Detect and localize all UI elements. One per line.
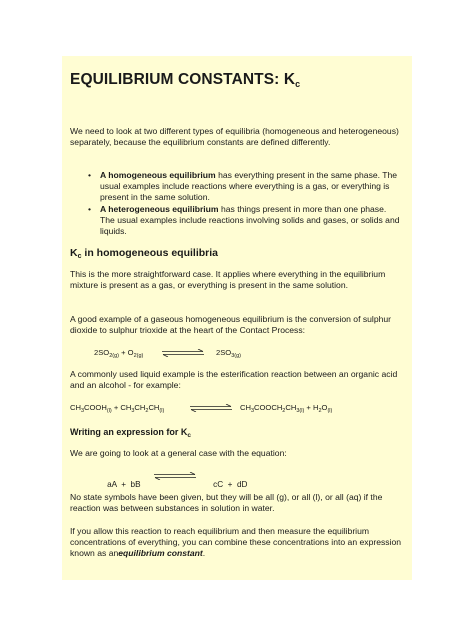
document-page xyxy=(62,56,412,580)
paragraph: This is the more straightforward case. It applies where everything in the equilibrium mixture is present as a gas, or everything is present in the same solution. xyxy=(70,269,386,291)
equation-esterification-right: $CH_3COOCH_2CH_{3(l)} + H_2O_{(l)}$ xyxy=(240,403,333,414)
bullet-list-render xyxy=(88,170,402,237)
paragraph: A good example of a gaseous homogeneous equilibrium is the conversion of sulphur dioxide to sulphur trioxide at the heart of the Contact Process: xyxy=(70,314,392,336)
equation-general-left: aA + bB xyxy=(107,480,141,489)
bullet-icon: • xyxy=(88,170,92,180)
paragraph: A commonly used liquid example is the esterification reaction between an organic acid and an alcohol - for example: xyxy=(70,369,398,391)
equation-esterification-left: $CH_3COOH_{(l)} + CH_3CH_2CH_{(l)}$ xyxy=(70,403,165,414)
page-title: EQUILIBRIUM CONSTANTS: $K_c$ xyxy=(70,71,301,89)
paragraph: No state symbols have been given, but they will be all (g), or all (l), or all (aq) if the reaction was between substances in solution in water. xyxy=(70,492,383,514)
equilibrium-arrows-icon xyxy=(190,404,232,412)
section-heading: Writing an expression for $K_c$ xyxy=(70,427,191,439)
section-heading: $K_c$ in homogeneous equilibria xyxy=(70,247,219,260)
equation-general-right: cC + dD xyxy=(213,480,248,489)
bullet-icon: • xyxy=(88,203,92,214)
list-item: • A homogeneous equilibrium has everything present in the same phase. The usual examples include reactions where everything is a gas, or everything is present in the same solution. xyxy=(88,170,398,203)
paragraph: We are going to look at a general case with the equation: xyxy=(70,448,287,458)
equilibrium-arrows-icon xyxy=(154,472,196,480)
list-item: • A heterogeneous equilibrium has things present in more than one phase. The usual examples include reactions involving solids and gases, or solids and liquids. xyxy=(88,203,400,237)
equation-contact-process-right: $2SO_{3(g)}$ xyxy=(216,348,241,359)
intro-paragraph: We need to look at two different types of equilibria (homogeneous and heterogeneous) separately, because the equilibrium constants are defined differently. xyxy=(70,126,399,148)
equation-contact-process-left: $2SO_{2(g)} + O_{2(g)}$ xyxy=(94,348,144,359)
paragraph: If you allow this reaction to reach equilibrium and then measure the equilibrium concentrations of everything, you can combine these concentrations into an expression known as anequilibrium constant. xyxy=(70,526,402,559)
equilibrium-arrows-icon xyxy=(162,349,204,357)
